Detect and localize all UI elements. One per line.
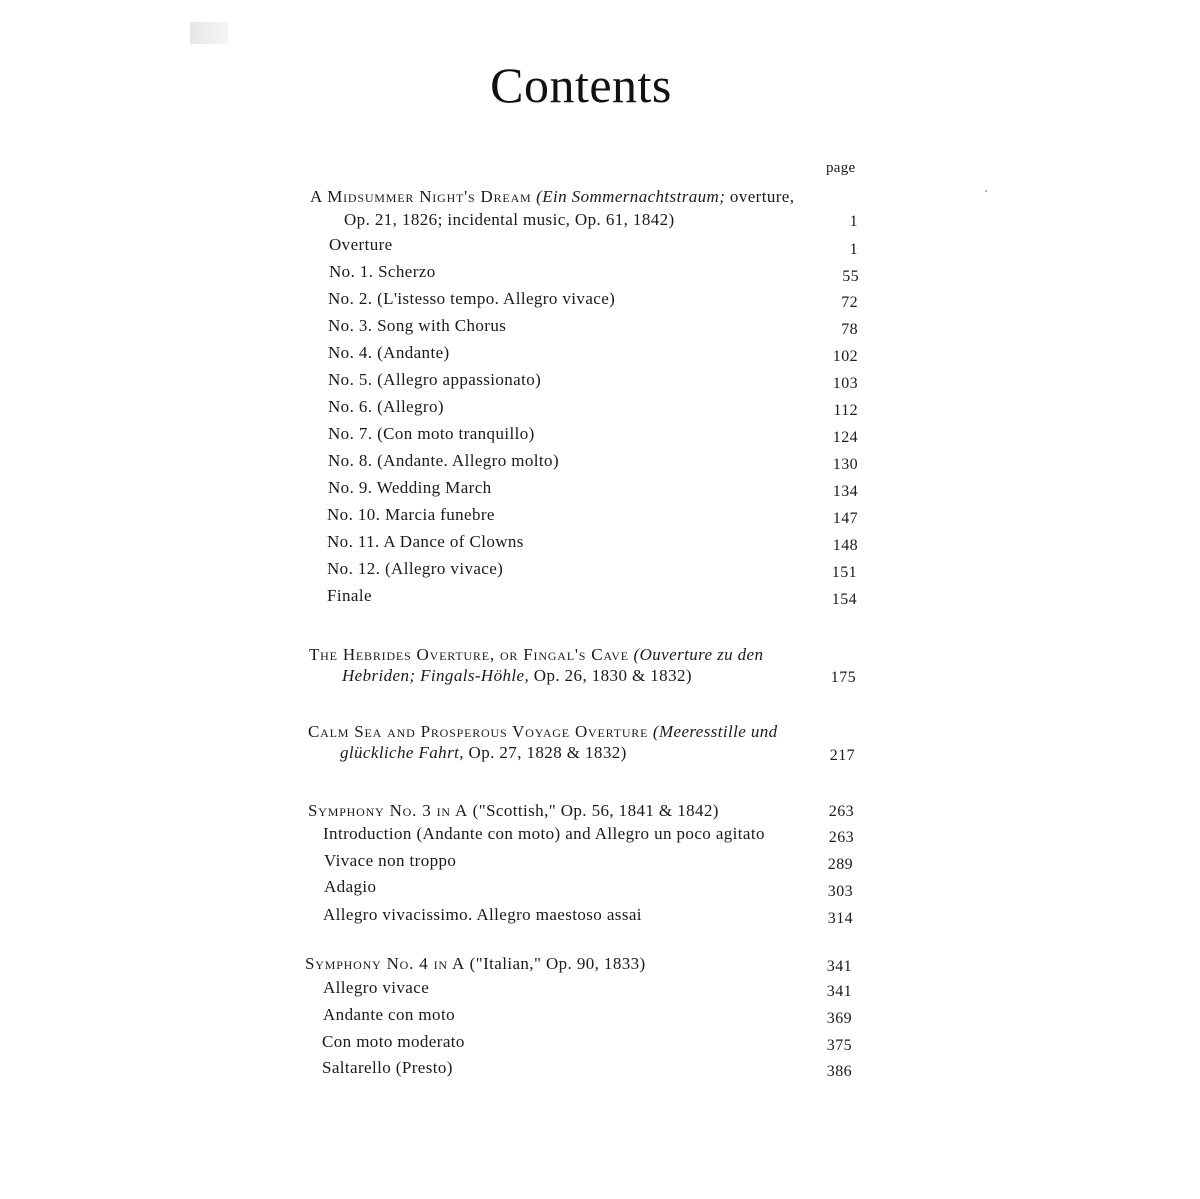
toc-item: Allegro vivacissimo. Allegro maestoso assai xyxy=(323,905,642,924)
heading-german-title: (Meeresstille und xyxy=(652,722,778,741)
toc-item: Con moto moderato xyxy=(322,1032,465,1051)
toc-item: Adagio xyxy=(324,877,377,896)
toc-heading-calm-sea-line2 xyxy=(340,742,627,764)
heading-german-title: (Ouverture zu den xyxy=(633,645,764,664)
toc-item: No. 2. (L'istesso tempo. Allegro vivace) xyxy=(328,289,616,308)
page-number: 341 xyxy=(826,983,852,1000)
page-number: 217 xyxy=(829,747,855,764)
page-number: 341 xyxy=(826,958,852,975)
page-number: 263 xyxy=(828,803,854,820)
page-number: 314 xyxy=(827,910,853,927)
toc-item: No. 7. (Con moto tranquillo) xyxy=(328,424,535,443)
page-number: 1 xyxy=(849,241,858,258)
page-number: 130 xyxy=(832,456,858,473)
heading-title: Symphony No. 3 in A xyxy=(308,801,469,820)
toc-item: No. 6. (Allegro) xyxy=(328,397,444,416)
toc-item: No. 8. (Andante. Allegro molto) xyxy=(328,451,560,470)
page-number: 151 xyxy=(831,564,857,581)
toc-item: Overture xyxy=(329,235,393,254)
page-number: 72 xyxy=(841,294,858,311)
page-number: 175 xyxy=(830,669,856,686)
page-number: 124 xyxy=(832,429,858,446)
page-number: 369 xyxy=(826,1010,852,1027)
toc-item: No. 9. Wedding March xyxy=(328,478,492,497)
page-number: 1 xyxy=(849,213,858,230)
toc-heading-midsummer-line2: Op. 21, 1826; incidental music, Op. 61, 1842) xyxy=(344,210,675,229)
toc-heading-hebrides-line2 xyxy=(342,665,692,687)
toc-item: No. 11. A Dance of Clowns xyxy=(327,532,524,551)
toc-heading-midsummer xyxy=(310,186,794,208)
toc-item: No. 1. Scherzo xyxy=(329,262,436,281)
page-number: 78 xyxy=(841,321,858,338)
toc-heading-hebrides xyxy=(309,644,763,666)
toc-item: Saltarello (Presto) xyxy=(322,1058,453,1077)
toc-item: Finale xyxy=(327,586,372,605)
heading-title: A Midsummer Night's Dream xyxy=(310,187,532,206)
heading-detail: ("Scottish," Op. 56, 1841 & 1842) xyxy=(468,801,719,820)
heading-german-title: Hebriden; Fingals-Höhle, xyxy=(342,666,530,685)
heading-detail: Op. 27, 1828 & 1832) xyxy=(463,743,627,762)
page-number: 263 xyxy=(828,829,854,846)
toc-item: Allegro vivace xyxy=(323,978,430,997)
page-number: 375 xyxy=(826,1037,852,1054)
heading-detail: Op. 26, 1830 & 1832) xyxy=(529,666,692,685)
page-number: 134 xyxy=(832,483,858,500)
toc-heading-symphony-3 xyxy=(308,800,719,822)
page-column-label: page xyxy=(826,160,856,176)
heading-german-title: glückliche Fahrt, xyxy=(340,743,464,762)
page-number: 147 xyxy=(832,510,858,527)
heading-title: Symphony No. 4 in A xyxy=(305,954,466,973)
page-number: 55 xyxy=(842,268,859,285)
toc-heading-symphony-4 xyxy=(305,953,646,975)
toc-item: No. 3. Song with Chorus xyxy=(328,316,507,335)
toc-item: No. 10. Marcia funebre xyxy=(327,505,495,524)
toc-item: Andante con moto xyxy=(323,1005,455,1024)
toc-item: Vivace non troppo xyxy=(324,851,457,870)
toc-item: No. 4. (Andante) xyxy=(328,343,450,362)
page-title: Contents xyxy=(490,57,672,113)
page-number: 103 xyxy=(832,375,858,392)
heading-detail: ("Italian," Op. 90, 1833) xyxy=(465,954,646,973)
heading-detail: overture, xyxy=(725,187,795,206)
page-number: 148 xyxy=(832,537,858,554)
toc-heading-calm-sea xyxy=(308,721,778,743)
page-number: 154 xyxy=(831,591,857,608)
page-number: 289 xyxy=(827,856,853,873)
toc-item: No. 5. (Allegro appassionato) xyxy=(328,370,542,389)
toc-item: Introduction (Andante con moto) and Allegro un poco agitato xyxy=(323,824,765,843)
page-number: 386 xyxy=(826,1063,852,1080)
page-number: 303 xyxy=(827,883,853,900)
toc-item: No. 12. (Allegro vivace) xyxy=(327,559,504,578)
page-number: 112 xyxy=(833,402,858,419)
heading-title: Calm Sea and Prosperous Voyage Overture xyxy=(308,722,649,741)
heading-title: The Hebrides Overture, or Fingal's Cave xyxy=(309,645,629,664)
page-number: 102 xyxy=(832,348,858,365)
heading-german-title: (Ein Sommernachtstraum; xyxy=(536,187,726,206)
